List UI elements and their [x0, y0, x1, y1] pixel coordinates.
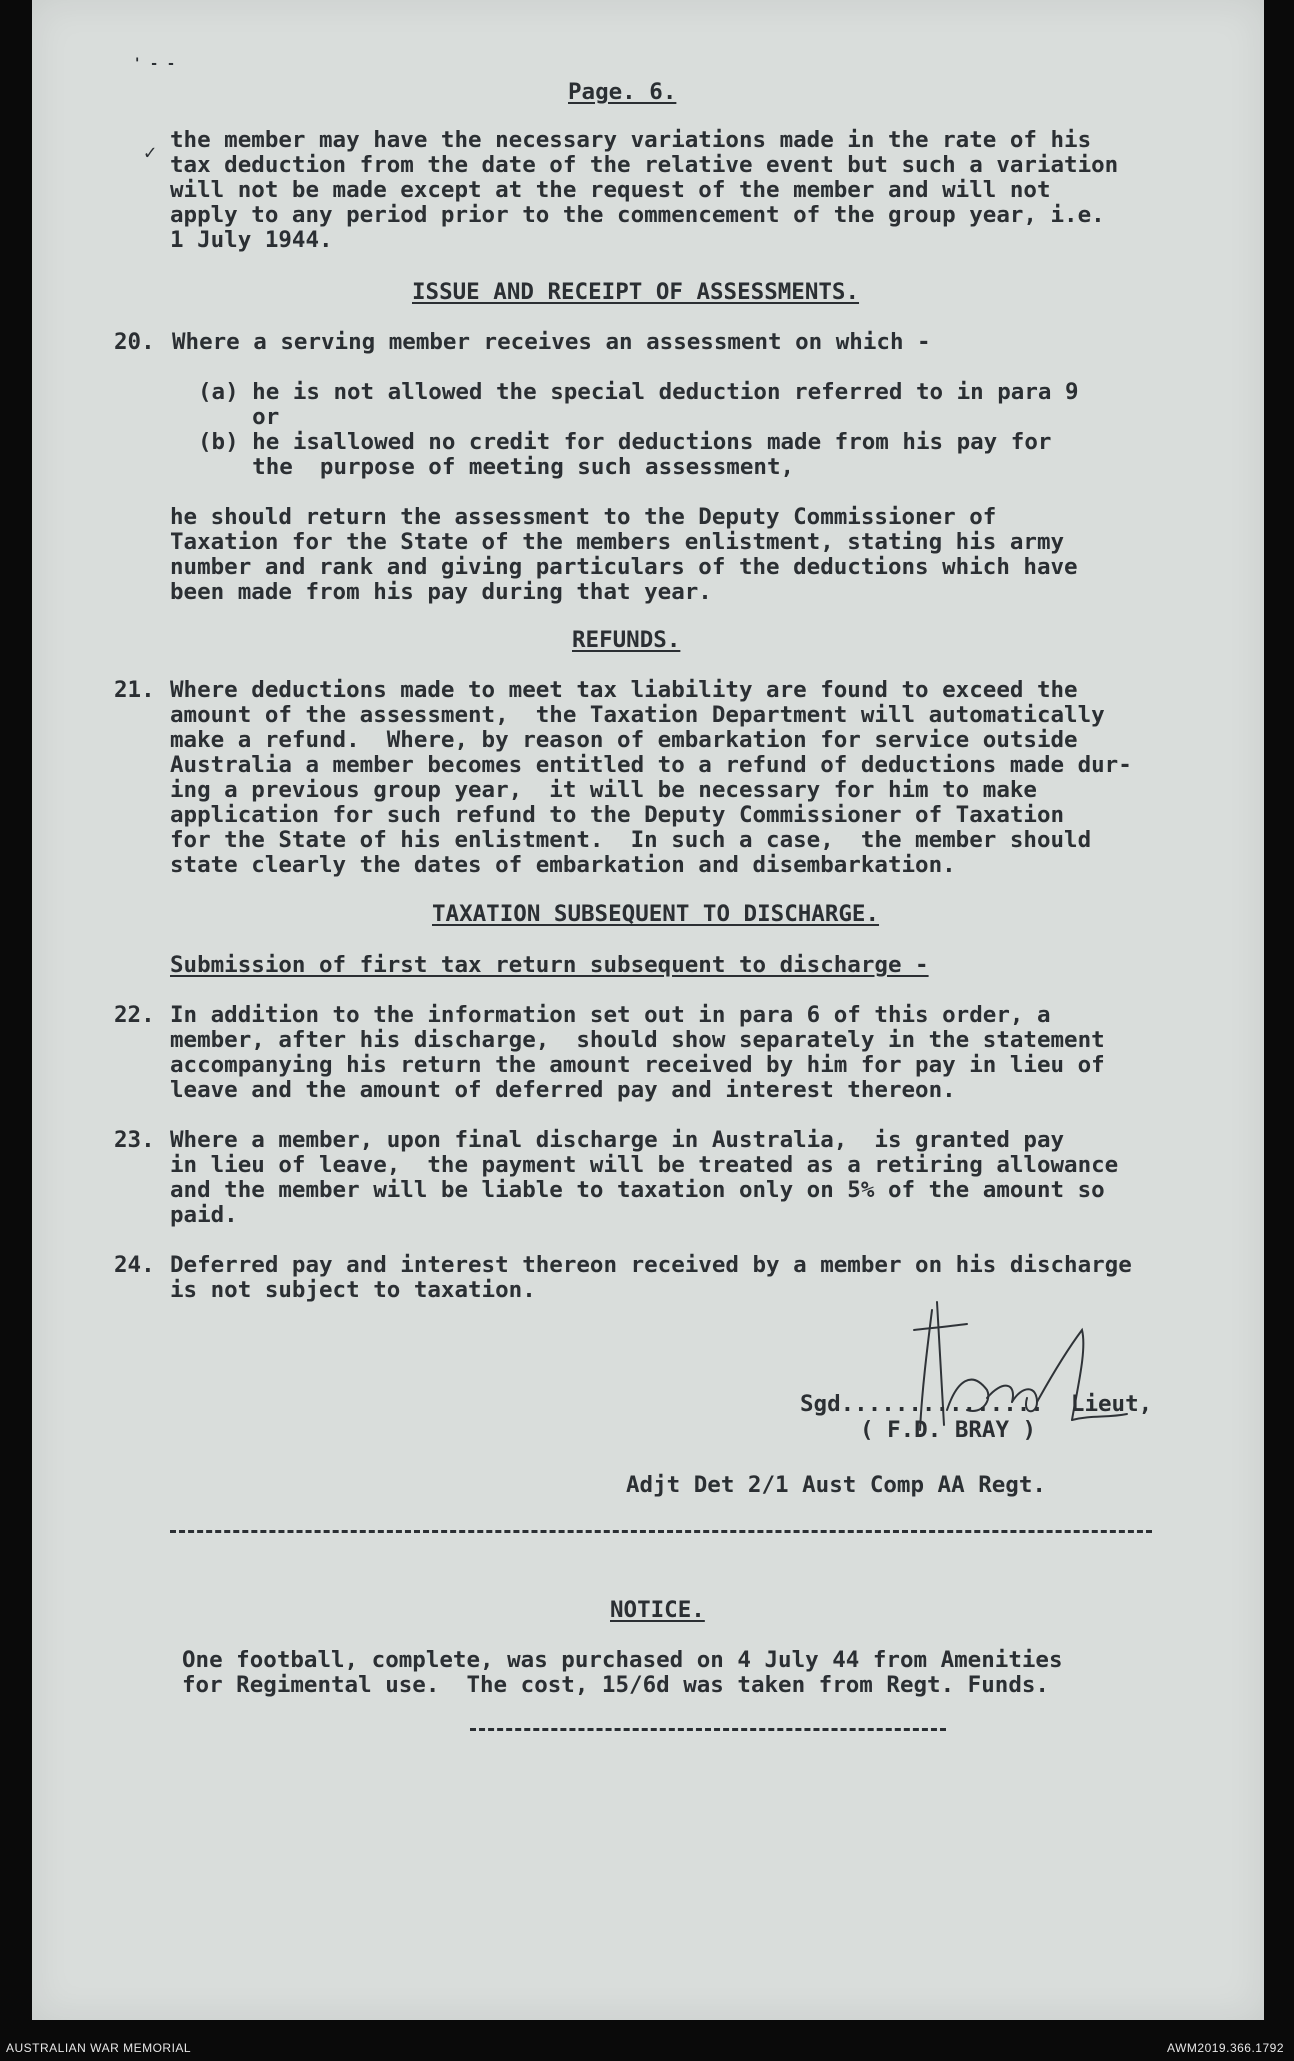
- sgd-line: Sgd............... Lieut,: [800, 1391, 1153, 1417]
- para20-closing-2: Taxation for the State of the members enlistment, stating his army: [170, 529, 1065, 555]
- para21-line-7: for the State of his enlistment. In such a case, the member should: [170, 827, 1092, 853]
- para23-line-2: in lieu of leave, the payment will be treated as a retiring allowance: [170, 1152, 1119, 1178]
- para21-line-1: Where deductions made to meet tax liability are found to exceed the: [170, 677, 1078, 703]
- para20-item-b: (b) he isallowed no credit for deductions made from his pay for: [198, 429, 1052, 455]
- notice-end-rule: [470, 1728, 946, 1731]
- para23-number: 23.: [114, 1127, 155, 1153]
- taxation-heading: TAXATION SUBSEQUENT TO DISCHARGE.: [432, 901, 880, 927]
- refunds-heading: REFUNDS.: [572, 627, 681, 653]
- para24-number: 24.: [114, 1252, 155, 1278]
- para21-line-4: Australia a member becomes entitled to a refund of deductions made dur-: [170, 752, 1132, 778]
- para21-line-8: state clearly the dates of embarkation and disembarkation.: [170, 852, 956, 878]
- intro-line-3: will not be made except at the request of the member and will not: [170, 177, 1051, 203]
- para21-line-5: ing a previous group year, it will be necessary for him to make: [170, 777, 1037, 803]
- para22-line-2: member, after his discharge, should show separately in the statement: [170, 1027, 1105, 1053]
- margin-tick: ✓: [144, 140, 157, 164]
- archive-reference: AWM2019.366.1792: [1167, 2041, 1284, 2055]
- para23-line-4: paid.: [170, 1202, 238, 1228]
- para20-lead: Where a serving member receives an assessment on which -: [172, 329, 931, 355]
- para20-closing-3: number and rank and giving particulars of the deductions which have: [170, 554, 1078, 580]
- para24-line-1: Deferred pay and interest thereon received by a member on his discharge: [170, 1252, 1132, 1278]
- para20-number: 20.: [114, 329, 155, 355]
- para21-line-6: application for such refund to the Deputy Commissioner of Taxation: [170, 802, 1065, 828]
- archive-credit: AUSTRALIAN WAR MEMORIAL: [6, 2041, 192, 2055]
- notice-line-1: One football, complete, was purchased on 4 July 44 from Amenities: [182, 1647, 1063, 1673]
- para20-closing-4: been made from his pay during that year.: [170, 579, 712, 605]
- para22-number: 22.: [114, 1002, 155, 1028]
- margin-mark: ' - -: [133, 56, 176, 72]
- page-header: Page. 6.: [568, 79, 677, 105]
- para20-item-a: (a) he is not allowed the special deduction referred to in para 9: [198, 379, 1079, 405]
- para21-line-3: make a refund. Where, by reason of embarkation for service outside: [170, 727, 1078, 753]
- para23-line-3: and the member will be liable to taxation only on 5% of the amount so: [170, 1177, 1105, 1203]
- para22-line-1: In addition to the information set out in para 6 of this order, a: [170, 1002, 1051, 1028]
- intro-line-5: 1 July 1944.: [170, 227, 333, 253]
- intro-line-1: the member may have the necessary variations made in the rate of his: [170, 127, 1092, 153]
- para21-number: 21.: [114, 677, 155, 703]
- issue-heading: ISSUE AND RECEIPT OF ASSESSMENTS.: [412, 279, 860, 305]
- para24-line-2: is not subject to taxation.: [170, 1277, 536, 1303]
- para20-item-b-cont: the purpose of meeting such assessment,: [198, 454, 795, 480]
- para22-line-3: accompanying his return the amount received by him for pay in lieu of: [170, 1052, 1105, 1078]
- notice-heading: NOTICE.: [610, 1597, 705, 1623]
- intro-line-2: tax deduction from the date of the relative event but such a variation: [170, 152, 1119, 178]
- document-page: [32, 0, 1264, 2020]
- intro-line-4: apply to any period prior to the commencement of the group year, i.e.: [170, 202, 1105, 228]
- separator-rule: [170, 1530, 1152, 1533]
- para23-line-1: Where a member, upon final discharge in Australia, is granted pay: [170, 1127, 1065, 1153]
- para22-line-4: leave and the amount of deferred pay and interest thereon.: [170, 1077, 956, 1103]
- submission-subheading: Submission of first tax return subsequent to discharge -: [170, 952, 929, 978]
- signatory-unit: Adjt Det 2/1 Aust Comp AA Regt.: [626, 1472, 1046, 1498]
- para20-item-or: or: [198, 404, 280, 430]
- signatory-name: ( F.D. BRAY ): [860, 1417, 1037, 1443]
- notice-line-2: for Regimental use. The cost, 15/6d was taken from Regt. Funds.: [182, 1672, 1049, 1698]
- para21-line-2: amount of the assessment, the Taxation Department will automatically: [170, 702, 1105, 728]
- para20-closing-1: he should return the assessment to the Deputy Commissioner of: [170, 504, 997, 530]
